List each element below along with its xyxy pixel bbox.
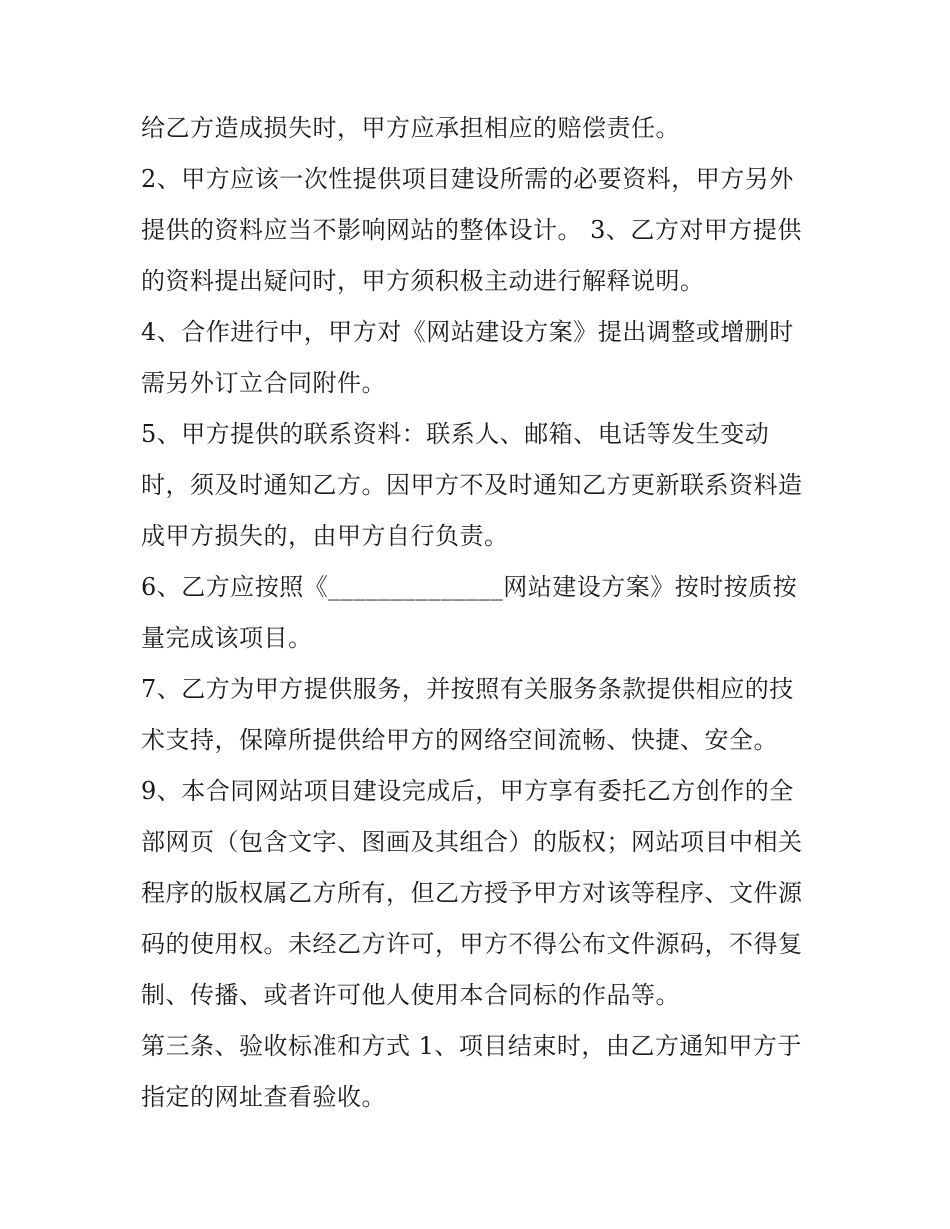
text-line: 9、本合同网站项目建设完成后，甲方享有委托乙方创作的全 (141, 777, 794, 805)
text-line: 部网页（包含文字、图画及其组合）的版权；网站项目中相关 (141, 828, 803, 856)
text-line: 制、传播、或者许可他人使用本合同标的作品等。 (141, 981, 680, 1009)
text-line: 给乙方造成损失时，甲方应承担相应的赔偿责任。 (141, 114, 680, 142)
text-line: 时，须及时通知乙方。因甲方不及时通知乙方更新联系资料造 (141, 471, 803, 499)
text-line: 码的使用权。未经乙方许可，甲方不得公布文件源码，不得复 (141, 930, 803, 958)
text-line: 4、合作进行中，甲方对《网站建设方案》提出调整或增删时 (141, 318, 794, 346)
text-line: 量完成该项目。 (141, 624, 313, 652)
text-line: 指定的网址查看验收。 (141, 1083, 386, 1111)
text-line: 第三条、验收标准和方式 1、项目结束时，由乙方通知甲方于 (141, 1032, 802, 1060)
document-body (141, 103, 821, 1123)
text-line: 5、甲方提供的联系资料：联系人、邮箱、电话等发生变动 (141, 420, 770, 448)
text-line: 程序的版权属乙方所有，但乙方授予甲方对该等程序、文件源 (141, 879, 803, 907)
text-line: 的资料提出疑问时，甲方须积极主动进行解释说明。 (141, 267, 705, 295)
text-line: 成甲方损失的，由甲方自行负责。 (141, 522, 509, 550)
text-line: 提供的资料应当不影响网站的整体设计。 3、乙方对甲方提供 (141, 216, 802, 244)
text-line: 6、乙方应按照《______________网站建设方案》按时按质按 (141, 573, 798, 601)
text-line: 需另外订立合同附件。 (141, 369, 386, 397)
text-line: 7、乙方为甲方提供服务，并按照有关服务条款提供相应的技 (141, 675, 794, 703)
text-line: 2、甲方应该一次性提供项目建设所需的必要资料，甲方另外 (141, 165, 794, 193)
text-line: 术支持，保障所提供给甲方的网络空间流畅、快捷、安全。 (141, 726, 778, 754)
